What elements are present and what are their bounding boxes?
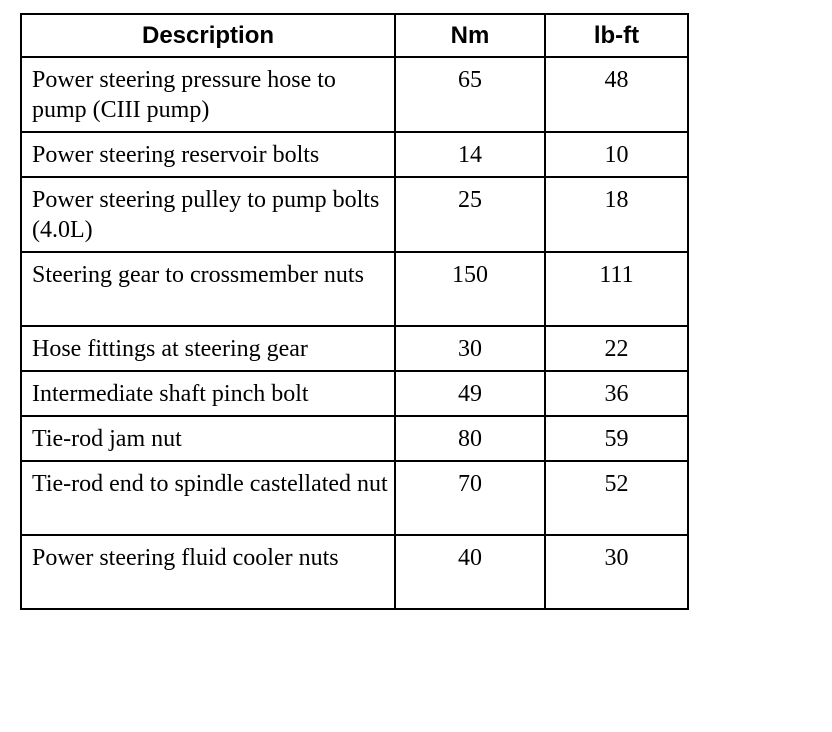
cell-description: Power steering fluid cooler nuts	[21, 535, 395, 609]
header-nm: Nm	[395, 14, 545, 57]
cell-description: Intermediate shaft pinch bolt	[21, 371, 395, 416]
cell-lbft: 52	[545, 461, 688, 535]
table-row	[21, 535, 688, 609]
table-row	[21, 416, 688, 461]
table-row	[21, 461, 688, 535]
cell-nm: 70	[395, 461, 545, 535]
table-row	[21, 252, 688, 326]
table-row	[21, 132, 688, 177]
cell-description: Steering gear to crossmember nuts	[21, 252, 395, 326]
cell-nm: 49	[395, 371, 545, 416]
cell-nm: 14	[395, 132, 545, 177]
cell-lbft: 36	[545, 371, 688, 416]
cell-lbft: 22	[545, 326, 688, 371]
header-row	[21, 14, 688, 57]
cell-lbft: 48	[545, 57, 688, 132]
cell-description: Tie-rod jam nut	[21, 416, 395, 461]
table-row	[21, 326, 688, 371]
cell-nm: 65	[395, 57, 545, 132]
table-row	[21, 57, 688, 132]
torque-specifications-table	[20, 13, 689, 610]
cell-lbft: 18	[545, 177, 688, 252]
cell-nm: 40	[395, 535, 545, 609]
cell-lbft: 10	[545, 132, 688, 177]
table-row	[21, 371, 688, 416]
cell-nm: 80	[395, 416, 545, 461]
header-lbft: lb-ft	[545, 14, 688, 57]
cell-lbft: 59	[545, 416, 688, 461]
cell-nm: 25	[395, 177, 545, 252]
cell-description: Tie-rod end to spindle castellated nut	[21, 461, 395, 535]
cell-nm: 150	[395, 252, 545, 326]
cell-description: Hose fittings at steering gear	[21, 326, 395, 371]
cell-lbft: 30	[545, 535, 688, 609]
cell-description: Power steering pulley to pump bolts (4.0L)	[21, 177, 395, 252]
cell-nm: 30	[395, 326, 545, 371]
table-row	[21, 177, 688, 252]
cell-description: Power steering reservoir bolts	[21, 132, 395, 177]
cell-lbft: 111	[545, 252, 688, 326]
cell-description: Power steering pressure hose to pump (CIII pump)	[21, 57, 395, 132]
header-description: Description	[21, 14, 395, 57]
